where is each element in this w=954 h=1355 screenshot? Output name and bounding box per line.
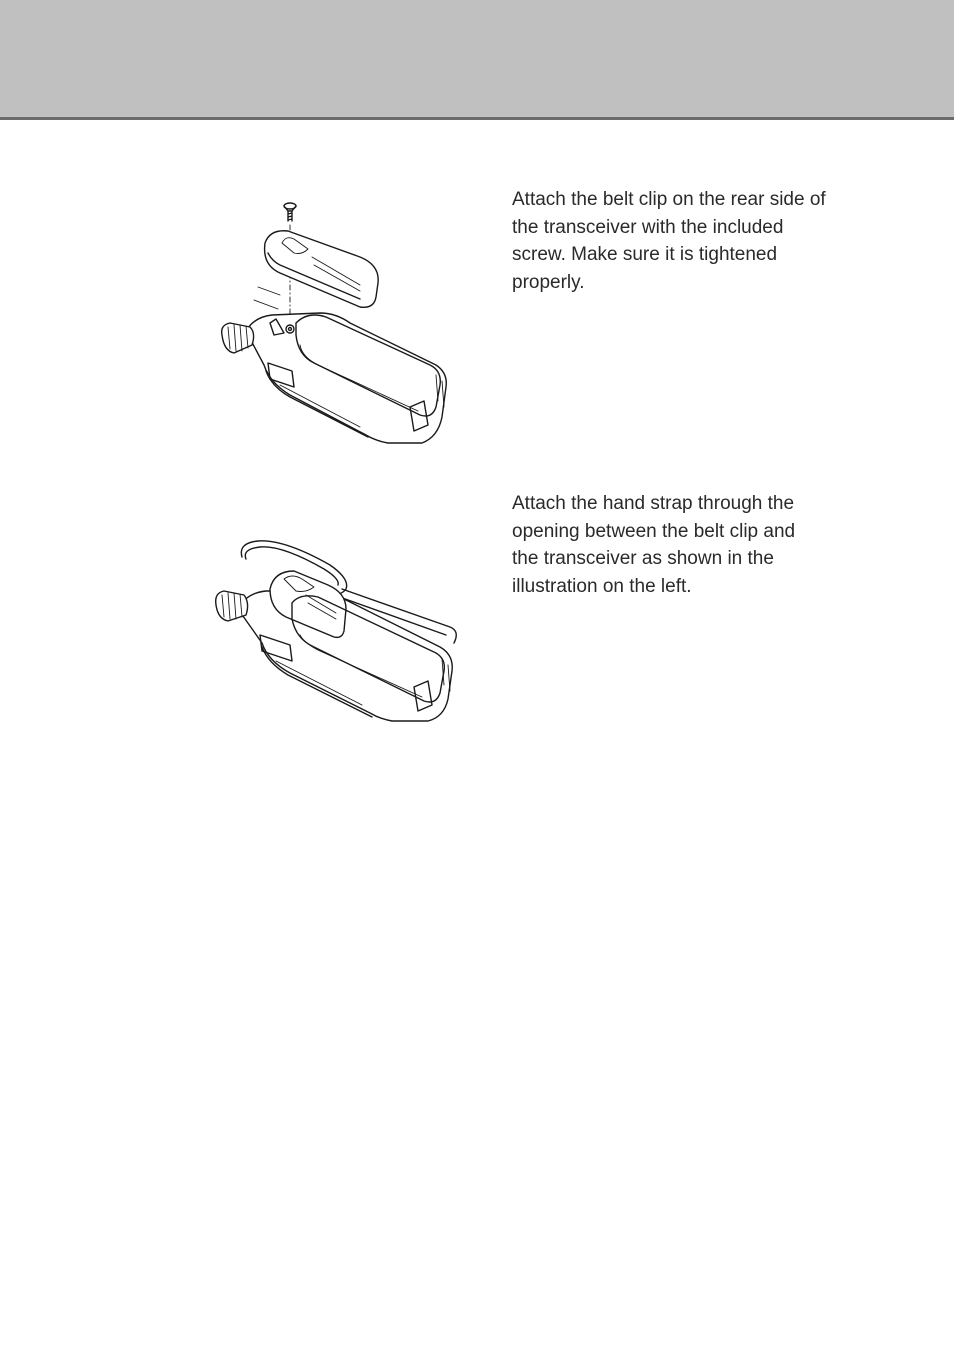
hand-strap-attachment-illustration bbox=[210, 535, 465, 725]
transceiver-icon bbox=[216, 571, 453, 721]
instruction-belt-clip: Attach the belt clip on the rear side of the transceiver with the included screw. Make sure it is tightened properly. bbox=[512, 189, 826, 293]
header-band bbox=[0, 0, 954, 120]
screw-icon bbox=[284, 203, 296, 221]
belt-clip-icon bbox=[265, 231, 379, 308]
transceiver-icon bbox=[222, 313, 447, 443]
belt-clip-attachment-illustration bbox=[210, 195, 460, 450]
instruction-hand-strap: Attach the hand strap through the opening between the belt clip and the transceiver as shown in the illustration on the left. bbox=[512, 493, 796, 597]
